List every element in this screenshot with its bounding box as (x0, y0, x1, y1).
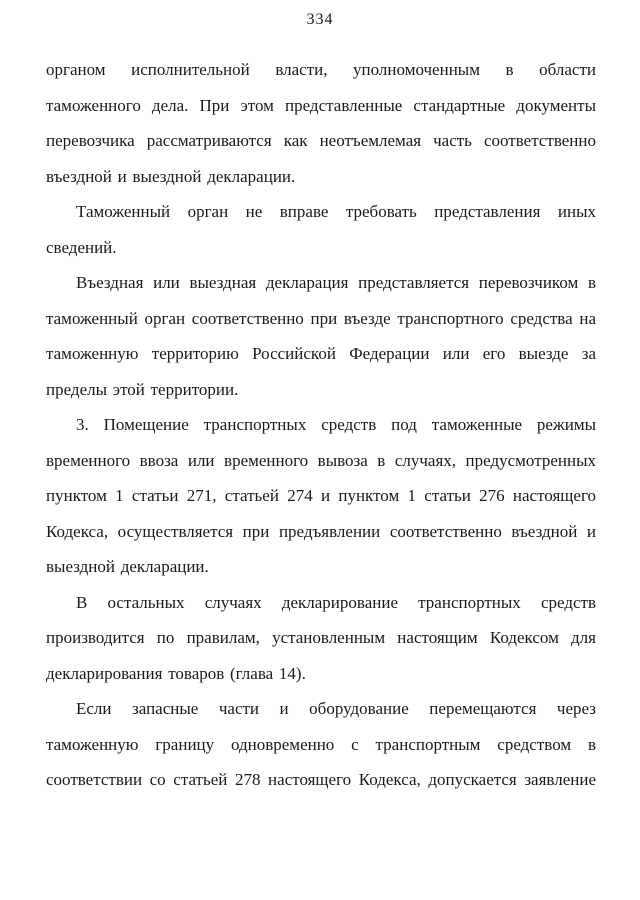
paragraph: В остальных случаях декларирование транспортных средств производится по правилам, установленным настоящим Кодексом для декларирования товаров (глава 14). (46, 592, 596, 683)
page-number: 334 (306, 11, 334, 28)
paragraph-continuation: органом исполнительной власти, уполномоченным в области таможенного дела. При этом представленные стандартные документы перевозчика рассматриваются как неотъемлемая часть соответственно въездной и выездной декларации. (46, 60, 596, 186)
paragraph-clause-3: 3. Помещение транспортных средств под таможенные режимы временного ввоза или временного вывоза в случаях, предусмотренных пунктом 1 статьи 271, статьей 274 и пунктом 1 статьи 276 настоящего Кодекса, осуществляется при предъявлении соответственно въездной и выездной декларации. (46, 415, 596, 576)
paragraph-cutoff: Если запасные части и оборудование перемещаются через таможенную границу одновременно с транспортным средством в соответствии со статьей 278 настоящего Кодекса, допускается заявление (46, 699, 596, 789)
paragraph: Въездная или выездная декларация представляется перевозчиком в таможенный орган соответственно при въезде транспортного средства на таможенную территорию Российской Федерации или его выезде за пределы этой территории. (46, 273, 596, 399)
paragraph: Таможенный орган не вправе требовать представления иных сведений. (46, 202, 596, 257)
document-body (46, 52, 596, 798)
